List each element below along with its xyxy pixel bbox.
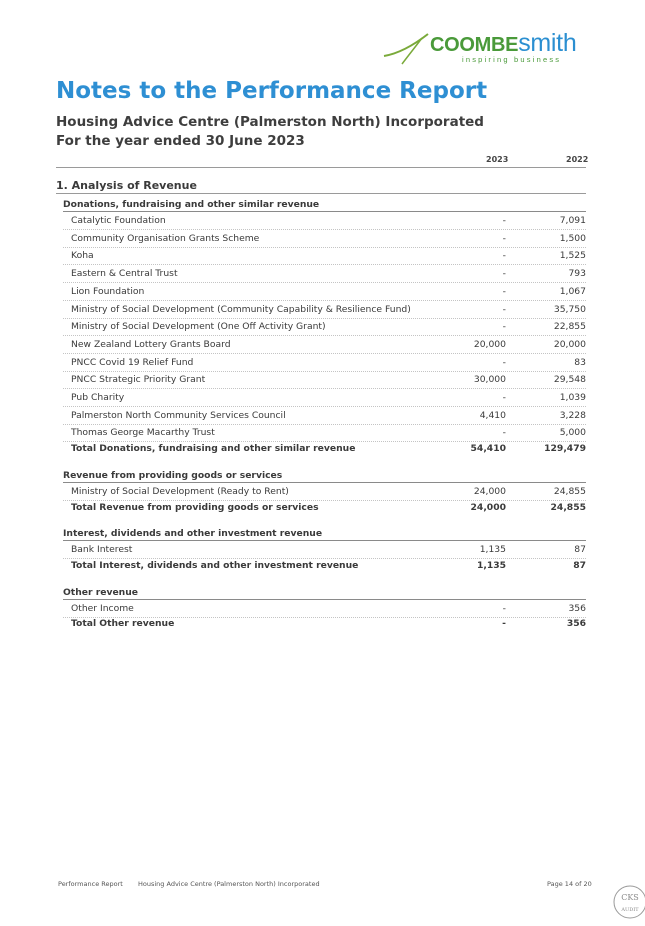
value-2022: 24,855 bbox=[550, 501, 586, 513]
row-label: Total Revenue from providing goods or services bbox=[71, 501, 319, 513]
table-row bbox=[63, 265, 586, 283]
value-2022: 83 bbox=[574, 356, 586, 368]
table-row bbox=[63, 407, 586, 425]
table-row bbox=[63, 301, 586, 319]
value-2022: 5,000 bbox=[559, 427, 586, 439]
divider bbox=[56, 193, 586, 194]
value-2022: 1,067 bbox=[559, 285, 586, 297]
value-2023: - bbox=[502, 392, 506, 403]
value-2023: 4,410 bbox=[479, 409, 506, 421]
total-row bbox=[63, 499, 586, 516]
row-label: Total Donations, fundraising and other similar revenue bbox=[71, 443, 356, 455]
value-2022: 35,750 bbox=[553, 303, 586, 315]
row-label: Palmerston North Community Services Council bbox=[71, 409, 286, 421]
table-row bbox=[63, 389, 586, 407]
footer-report-name: Performance Report bbox=[58, 880, 123, 888]
organisation-name: Housing Advice Centre (Palmerston North) Incorporated bbox=[56, 114, 484, 130]
page-title: Notes to the Performance Report bbox=[56, 78, 488, 104]
value-2023: 30,000 bbox=[473, 374, 506, 386]
value-2023: 24,000 bbox=[470, 501, 506, 513]
footer-page-number: Page 14 of 20 bbox=[547, 880, 592, 888]
row-label: Other Income bbox=[71, 602, 134, 614]
table-row bbox=[63, 212, 586, 230]
value-2022: 1,500 bbox=[559, 232, 586, 244]
row-label: Bank Interest bbox=[71, 544, 133, 556]
value-2023: 20,000 bbox=[473, 338, 506, 350]
svg-text:CKS: CKS bbox=[621, 893, 639, 902]
value-2023: - bbox=[502, 427, 506, 439]
value-2023: 1,135 bbox=[479, 544, 506, 556]
total-row bbox=[63, 440, 586, 457]
row-label: Koha bbox=[71, 250, 94, 262]
value-2022: 87 bbox=[574, 544, 586, 556]
reporting-period: For the year ended 30 June 2023 bbox=[56, 133, 305, 149]
logo-swoosh-icon bbox=[382, 30, 434, 66]
section-title: 1. Analysis of Revenue bbox=[56, 179, 197, 192]
value-2022: 1,525 bbox=[559, 250, 586, 262]
table-row bbox=[63, 354, 586, 372]
table-row bbox=[63, 247, 586, 265]
value-2022: 20,000 bbox=[553, 338, 586, 350]
table-row bbox=[63, 283, 586, 301]
group-title: Other revenue bbox=[63, 586, 138, 598]
value-2022: 3,228 bbox=[559, 409, 586, 421]
table-row bbox=[63, 371, 586, 389]
value-2023: - bbox=[502, 285, 506, 297]
value-2023: 1,135 bbox=[476, 559, 506, 571]
group-title: Donations, fundraising and other similar revenue bbox=[63, 199, 320, 210]
audit-stamp bbox=[612, 884, 645, 920]
value-2022: 356 bbox=[566, 618, 586, 630]
row-label: Pub Charity bbox=[71, 392, 125, 403]
value-2023: - bbox=[502, 321, 506, 333]
value-2022: 24,855 bbox=[553, 485, 586, 497]
value-2023: - bbox=[502, 215, 506, 226]
value-2023: - bbox=[502, 232, 506, 244]
logo-tagline: inspiring business bbox=[462, 55, 562, 64]
total-row bbox=[63, 615, 586, 632]
value-2023: - bbox=[502, 356, 506, 368]
value-2023: - bbox=[502, 250, 506, 262]
value-2022: 1,039 bbox=[559, 392, 586, 403]
group-title: Revenue from providing goods or services bbox=[63, 469, 283, 481]
table-row bbox=[63, 318, 586, 336]
table-row bbox=[63, 336, 586, 354]
row-label: Community Organisation Grants Scheme bbox=[71, 232, 260, 244]
value-2023: - bbox=[502, 303, 506, 315]
row-label: Catalytic Foundation bbox=[71, 215, 166, 226]
column-header-2022: 2022 bbox=[566, 155, 589, 164]
value-2022: 87 bbox=[573, 559, 586, 571]
value-2022: 793 bbox=[568, 268, 586, 280]
row-label: Lion Foundation bbox=[71, 285, 145, 297]
table-row bbox=[63, 230, 586, 248]
row-label: Ministry of Social Development (Ready to Rent) bbox=[71, 485, 289, 497]
row-label: Total Interest, dividends and other investment revenue bbox=[71, 559, 359, 571]
row-label: PNCC Strategic Priority Grant bbox=[71, 374, 206, 386]
value-2023: - bbox=[502, 618, 506, 630]
group-title: Interest, dividends and other investment revenue bbox=[63, 528, 323, 540]
value-2022: 356 bbox=[568, 602, 586, 614]
row-label: Ministry of Social Development (Community Capability & Resilience Fund) bbox=[71, 303, 411, 315]
column-header-2023: 2023 bbox=[486, 155, 509, 164]
company-logo bbox=[382, 28, 587, 68]
row-label: Ministry of Social Development (One Off Activity Grant) bbox=[71, 321, 326, 333]
value-2022: 29,548 bbox=[553, 374, 586, 386]
value-2023: - bbox=[502, 602, 506, 614]
value-2023: 24,000 bbox=[473, 485, 506, 497]
row-label: PNCC Covid 19 Relief Fund bbox=[71, 356, 194, 368]
value-2023: - bbox=[502, 268, 506, 280]
logo-wordmark: COOMBEsmith bbox=[430, 29, 577, 57]
svg-text:AUDIT: AUDIT bbox=[621, 907, 639, 913]
row-label: Eastern & Central Trust bbox=[71, 268, 178, 280]
total-row bbox=[63, 557, 586, 574]
footer-organisation: Housing Advice Centre (Palmerston North) Incorporated bbox=[138, 880, 320, 888]
value-2022: 129,479 bbox=[544, 443, 586, 455]
divider bbox=[56, 167, 586, 168]
row-label: Thomas George Macarthy Trust bbox=[71, 427, 215, 439]
row-label: New Zealand Lottery Grants Board bbox=[71, 338, 231, 350]
value-2023: 54,410 bbox=[470, 443, 506, 455]
value-2022: 7,091 bbox=[559, 215, 586, 226]
row-label: Total Other revenue bbox=[71, 618, 175, 630]
value-2022: 22,855 bbox=[553, 321, 586, 333]
